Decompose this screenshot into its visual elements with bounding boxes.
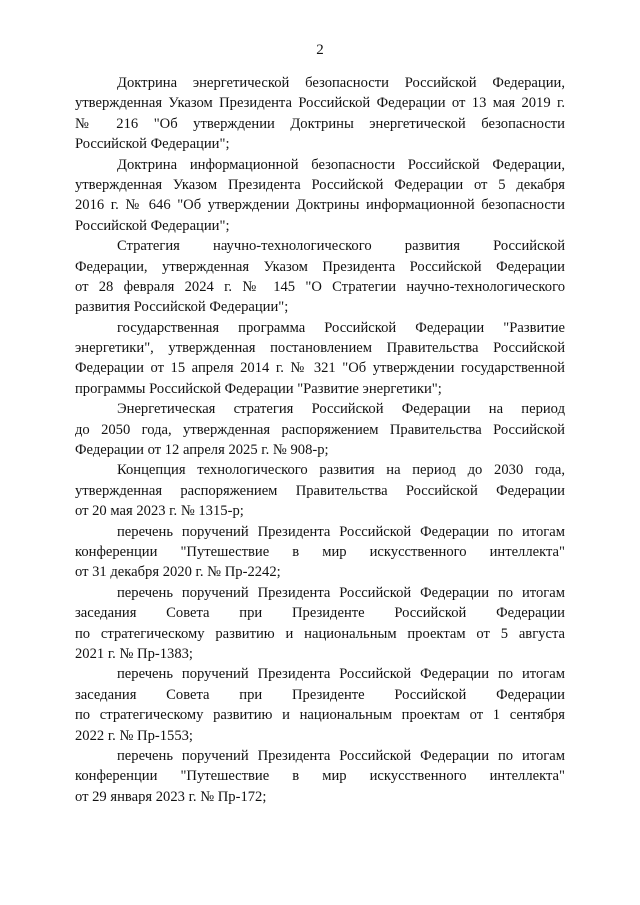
document-paragraph <box>75 746 565 807</box>
paragraph-line: перечень поручений Президента Российской Федерации по итогам <box>117 747 565 764</box>
document-paragraph <box>75 460 565 521</box>
document-paragraph <box>75 522 565 583</box>
paragraph-line: конференции "Путешествие в мир искусственного интеллекта" <box>75 768 565 785</box>
paragraph-line: до 2050 года, утвержденная распоряжением Правительства Российской <box>75 421 565 438</box>
paragraph-line: утвержденная Указом Президента Российской Федерации от 5 декабря <box>75 176 565 193</box>
paragraph-line: по стратегическому развитию и национальным проектам от 5 августа <box>75 625 565 642</box>
paragraph-line: 2021 г. № Пр-1383; <box>75 645 193 662</box>
paragraph-line: заседания Совета при Президенте Российской Федерации <box>75 605 565 622</box>
paragraph-line: № 216 "Об утверждении Доктрины энергетической безопасности <box>75 115 565 132</box>
paragraph-line: государственная программа Российской Федерации "Развитие <box>117 319 565 336</box>
paragraph-line: 2016 г. № 646 "Об утверждении Доктрины информационной безопасности <box>75 197 565 214</box>
paragraph-line: Энергетическая стратегия Российской Федерации на период <box>117 401 565 418</box>
paragraph-line: 2022 г. № Пр-1553; <box>75 727 193 744</box>
paragraph-line: Стратегия научно-технологического развития Российской <box>117 238 565 255</box>
paragraph-line: перечень поручений Президента Российской Федерации по итогам <box>117 666 565 683</box>
paragraph-line: от 29 января 2023 г. № Пр-172; <box>75 788 267 805</box>
paragraph-line: утвержденная Указом Президента Российской Федерации от 13 мая 2019 г. <box>75 95 565 112</box>
paragraph-line: заседания Совета при Президенте Российской Федерации <box>75 686 565 703</box>
paragraph-line: перечень поручений Президента Российской Федерации по итогам <box>117 584 565 601</box>
document-paragraph <box>75 318 565 400</box>
paragraph-line: по стратегическому развитию и национальным проектам от 1 сентября <box>75 707 565 724</box>
paragraph-line: от 20 мая 2023 г. № 1315-р; <box>75 503 244 520</box>
page-number: 2 <box>316 42 324 58</box>
paragraph-line: конференции "Путешествие в мир искусственного интеллекта" <box>75 543 565 560</box>
paragraph-line: Федерации, утвержденная Указом Президента Российской Федерации <box>75 258 565 275</box>
paragraph-line: Федерации от 15 апреля 2014 г. № 321 "Об утверждении государственной <box>75 360 565 377</box>
document-paragraph <box>75 155 565 237</box>
document-paragraph <box>75 664 565 746</box>
paragraph-line: утвержденная распоряжением Правительства Российской Федерации <box>75 482 565 499</box>
paragraph-line: от 31 декабря 2020 г. № Пр-2242; <box>75 564 281 581</box>
paragraph-line: перечень поручений Президента Российской Федерации по итогам <box>117 523 565 540</box>
document-body <box>75 73 565 807</box>
document-paragraph <box>75 236 565 318</box>
document-paragraph <box>75 399 565 460</box>
document-paragraph <box>75 73 565 155</box>
paragraph-line: Российской Федерации"; <box>75 217 230 234</box>
paragraph-line: от 28 февраля 2024 г. № 145 "О Стратегии научно-технологического <box>75 278 565 295</box>
paragraph-line: Доктрина энергетической безопасности Российской Федерации, <box>117 75 565 91</box>
document-paragraph <box>75 583 565 665</box>
paragraph-line: Российской Федерации"; <box>75 136 230 153</box>
paragraph-line: развития Российской Федерации"; <box>75 299 289 316</box>
paragraph-line: Доктрина информационной безопасности Российской Федерации, <box>117 156 565 173</box>
paragraph-line: Федерации от 12 апреля 2025 г. № 908-р; <box>75 442 329 459</box>
paragraph-line: программы Российской Федерации "Развитие энергетики"; <box>75 380 442 397</box>
paragraph-line: Концепция технологического развития на период до 2030 года, <box>117 462 565 479</box>
paragraph-line: энергетики", утвержденная постановлением Правительства Российской <box>75 340 565 357</box>
